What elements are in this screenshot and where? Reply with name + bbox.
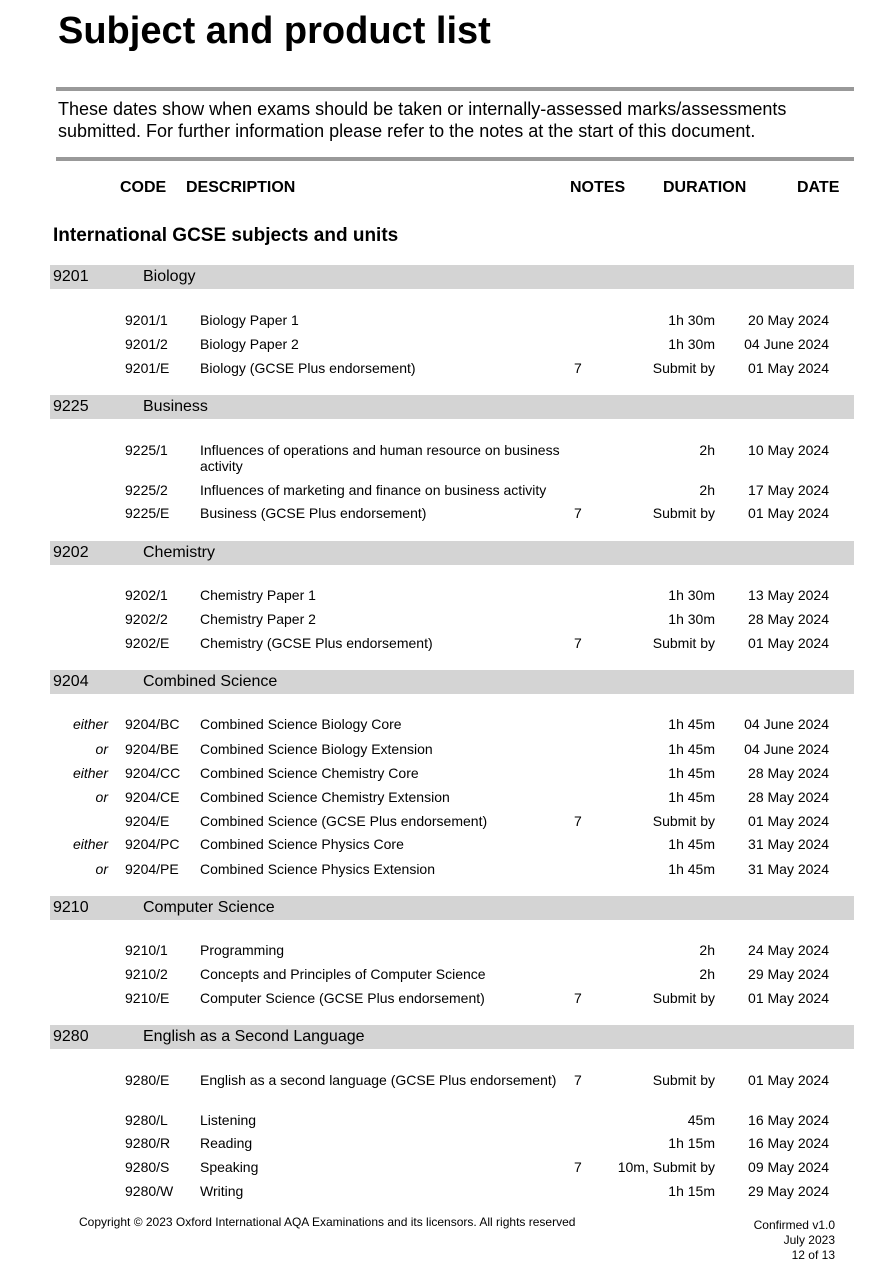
unit-description: Biology (GCSE Plus endorsement): [200, 360, 416, 376]
unit-duration: 1h 45m: [668, 716, 715, 732]
unit-code: 9280/S: [125, 1159, 170, 1175]
subject-name: English as a Second Language: [143, 1028, 365, 1045]
unit-qualifier: either: [72, 716, 108, 732]
unit-description: Computer Science (GCSE Plus endorsement): [200, 990, 485, 1006]
unit-description: Combined Science Biology Extension: [200, 741, 433, 757]
unit-description: Combined Science Physics Core: [200, 836, 404, 852]
unit-duration: 1h 45m: [668, 836, 715, 852]
subject-code: 9210: [53, 899, 89, 916]
unit-date: 29 May 2024: [748, 1183, 829, 1199]
unit-date: 09 May 2024: [748, 1159, 829, 1175]
unit-description: Chemistry Paper 1: [200, 587, 316, 603]
unit-code: 9280/W: [125, 1183, 174, 1199]
unit-date: 01 May 2024: [748, 813, 829, 829]
unit-code: 9204/PC: [125, 836, 180, 852]
unit-code: 9225/E: [125, 505, 170, 521]
unit-duration: 2h: [699, 942, 715, 958]
unit-description: Combined Science Physics Extension: [200, 861, 436, 877]
unit-date: 29 May 2024: [748, 966, 829, 982]
unit-duration: 1h 45m: [668, 789, 715, 805]
unit-code: 9202/1: [125, 587, 168, 603]
unit-date: 04 June 2024: [744, 716, 829, 732]
subject-header: [50, 896, 854, 920]
unit-code: 9204/BE: [125, 741, 179, 757]
unit-code: 9280/E: [125, 1072, 170, 1088]
unit-duration: Submit by: [652, 360, 715, 376]
subject-name: Computer Science: [143, 899, 275, 916]
unit-duration: 1h 30m: [668, 611, 715, 627]
column-header-date: DATE: [797, 179, 840, 196]
unit-date: 28 May 2024: [748, 611, 829, 627]
unit-date: 31 May 2024: [748, 836, 829, 852]
unit-notes: 7: [574, 1159, 582, 1175]
unit-description: Combined Science (GCSE Plus endorsement): [200, 813, 488, 829]
section-title: International GCSE subjects and units: [53, 225, 399, 246]
unit-duration: 1h 15m: [668, 1135, 715, 1151]
unit-description: Chemistry (GCSE Plus endorsement): [200, 635, 433, 651]
column-header-duration: DURATION: [663, 179, 747, 196]
unit-duration: 45m: [687, 1112, 715, 1128]
unit-notes: 7: [574, 1072, 582, 1088]
top-divider: [56, 87, 854, 91]
unit-description: Listening: [200, 1112, 257, 1128]
unit-notes: 7: [574, 505, 582, 521]
unit-duration: 2h: [699, 442, 715, 458]
unit-code: 9204/CE: [125, 789, 180, 805]
unit-code: 9210/E: [125, 990, 170, 1006]
subject-header: [50, 1025, 854, 1049]
unit-description: Concepts and Principles of Computer Science: [200, 966, 486, 982]
unit-notes: 7: [574, 813, 582, 829]
subject-header: [50, 395, 854, 419]
subject-header: [50, 670, 854, 694]
column-header-notes: NOTES: [570, 179, 626, 196]
page-title: Subject and product list: [58, 10, 491, 52]
subject-name: Chemistry: [143, 544, 216, 561]
unit-qualifier: or: [95, 789, 108, 805]
unit-notes: 7: [574, 635, 582, 651]
unit-code: 9225/1: [125, 442, 168, 458]
unit-duration: 1h 45m: [668, 861, 715, 877]
unit-description: Speaking: [200, 1159, 259, 1175]
unit-duration: Submit by: [652, 990, 715, 1006]
unit-date: 20 May 2024: [748, 312, 829, 328]
unit-duration: 1h 30m: [668, 587, 715, 603]
unit-notes: 7: [574, 360, 582, 376]
unit-description: Programming: [200, 942, 285, 958]
unit-duration: 2h: [699, 482, 715, 498]
unit-duration: 1h 30m: [668, 336, 715, 352]
unit-code: 9202/E: [125, 635, 170, 651]
unit-date: 01 May 2024: [748, 505, 829, 521]
unit-description: Combined Science Chemistry Core: [200, 765, 419, 781]
unit-qualifier: or: [95, 861, 108, 877]
unit-description: English as a second language (GCSE Plus endorsement): [200, 1072, 557, 1088]
subject-code: 9280: [53, 1028, 89, 1045]
unit-qualifier: either: [72, 836, 108, 852]
unit-description: Biology Paper 1: [200, 312, 299, 328]
unit-code: 9204/BC: [125, 716, 180, 732]
unit-code: 9210/1: [125, 942, 168, 958]
intro-text: These dates show when exams should be taken or internally-assessed marks/assessments submitted. For further information please refer to the notes at the start of this document.: [58, 99, 787, 141]
unit-description: Biology Paper 2: [200, 336, 299, 352]
subject-name: Biology: [143, 268, 196, 285]
intro-divider: [56, 157, 854, 161]
unit-code: 9225/2: [125, 482, 168, 498]
unit-duration: Submit by: [652, 1072, 715, 1088]
column-header-description: DESCRIPTION: [186, 179, 296, 196]
unit-duration: 1h 45m: [668, 765, 715, 781]
unit-date: 01 May 2024: [748, 360, 829, 376]
unit-code: 9202/2: [125, 611, 168, 627]
unit-code: 9210/2: [125, 966, 168, 982]
column-header-code: CODE: [120, 179, 167, 196]
unit-code: 9280/L: [125, 1112, 168, 1128]
unit-date: 16 May 2024: [748, 1112, 829, 1128]
unit-code: 9204/PE: [125, 861, 179, 877]
unit-date: 01 May 2024: [748, 990, 829, 1006]
unit-code: 9204/CC: [125, 765, 181, 781]
unit-duration: 1h 15m: [668, 1183, 715, 1199]
subject-name: Business: [143, 398, 208, 415]
subject-header: [50, 541, 854, 565]
unit-date: 16 May 2024: [748, 1135, 829, 1151]
unit-description: Combined Science Biology Core: [200, 716, 402, 732]
unit-date: 17 May 2024: [748, 482, 829, 498]
unit-duration: Submit by: [652, 505, 715, 521]
unit-duration: 10m, Submit by: [617, 1159, 715, 1175]
unit-date: 10 May 2024: [748, 442, 829, 458]
unit-code: 9204/E: [125, 813, 170, 829]
unit-date: 31 May 2024: [748, 861, 829, 877]
version-label: Confirmed v1.0: [753, 1218, 835, 1232]
unit-description: Writing: [200, 1183, 244, 1199]
unit-description: Chemistry Paper 2: [200, 611, 316, 627]
unit-date: 04 June 2024: [744, 336, 829, 352]
unit-duration: 1h 45m: [668, 741, 715, 757]
document-info: [754, 1218, 835, 1263]
unit-duration: Submit by: [652, 635, 715, 651]
unit-description: Combined Science Chemistry Extension: [200, 789, 450, 805]
unit-code: 9201/2: [125, 336, 168, 352]
unit-qualifier: or: [95, 741, 108, 757]
copyright-notice: Copyright © 2023 Oxford International AQA Examinations and its licensors. All rights reserved: [79, 1215, 576, 1229]
subject-code: 9202: [53, 544, 89, 561]
unit-duration: Submit by: [652, 813, 715, 829]
unit-date: 01 May 2024: [748, 1072, 829, 1088]
subject-code: 9225: [53, 398, 89, 415]
unit-qualifier: either: [72, 765, 108, 781]
unit-description: Business (GCSE Plus endorsement): [200, 505, 427, 521]
version-date: July 2023: [783, 1233, 835, 1247]
unit-description: Influences of operations and human resource on business activity: [200, 442, 560, 474]
unit-duration: 1h 30m: [668, 312, 715, 328]
subject-header: [50, 265, 854, 289]
unit-code: 9201/E: [125, 360, 170, 376]
unit-description: Reading: [200, 1135, 253, 1151]
unit-description: Influences of marketing and finance on business activity: [200, 482, 547, 498]
unit-date: 04 June 2024: [744, 741, 829, 757]
page-number: 12 of 13: [791, 1248, 835, 1262]
unit-date: 13 May 2024: [748, 587, 829, 603]
unit-date: 24 May 2024: [748, 942, 829, 958]
unit-date: 28 May 2024: [748, 789, 829, 805]
unit-code: 9201/1: [125, 312, 168, 328]
unit-code: 9280/R: [125, 1135, 171, 1151]
unit-notes: 7: [574, 990, 582, 1006]
subject-code: 9204: [53, 673, 89, 690]
unit-date: 01 May 2024: [748, 635, 829, 651]
subject-code: 9201: [53, 268, 89, 285]
unit-duration: 2h: [699, 966, 715, 982]
subject-name: Combined Science: [143, 673, 278, 690]
unit-date: 28 May 2024: [748, 765, 829, 781]
